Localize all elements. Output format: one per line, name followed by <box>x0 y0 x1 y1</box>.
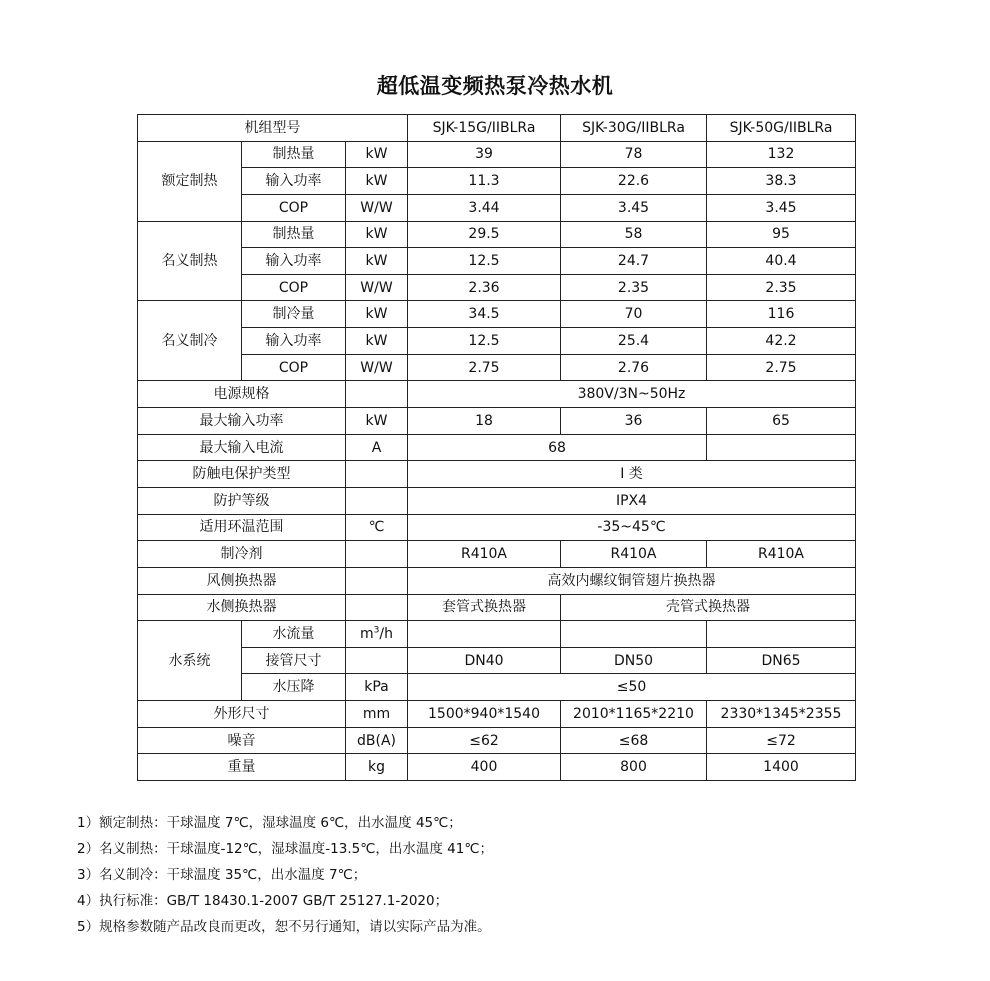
item-label: 输入功率 <box>242 168 346 195</box>
footnote: 2）名义制热：干球温度-12℃，湿球温度-13.5℃，出水温度 41℃； <box>77 841 494 857</box>
value-cell: 2.35 <box>707 274 856 301</box>
table-row-model <box>138 115 856 142</box>
item-label: COP <box>242 274 346 301</box>
group-rated-heating: 额定制热 <box>138 141 242 221</box>
value-cell: 2.75 <box>408 354 561 381</box>
value-cell <box>561 621 707 648</box>
value-cell: ≤50 <box>408 674 856 701</box>
value-cell: 42.2 <box>707 328 856 355</box>
value-cell: 套管式换热器 <box>408 594 561 621</box>
table-row <box>138 594 856 621</box>
value-cell: 132 <box>707 141 856 168</box>
value-cell: 400 <box>408 754 561 781</box>
table-row <box>138 301 856 328</box>
footnote: 3）名义制冷：干球温度 35℃，出水温度 7℃； <box>77 867 367 883</box>
value-cell: 68 <box>408 434 707 461</box>
table-row <box>138 514 856 541</box>
table-row <box>138 328 856 355</box>
table-row <box>138 221 856 248</box>
value-cell <box>408 621 561 648</box>
footnote: 5）规格参数随产品改良而更改，恕不另行通知，请以实际产品为准。 <box>77 919 491 935</box>
footnotes <box>77 810 493 940</box>
unit-cell <box>346 567 408 594</box>
row-label: 防触电保护类型 <box>138 461 346 488</box>
footnote: 1）额定制热：干球温度 7℃，湿球温度 6℃，出水温度 45℃； <box>77 815 462 831</box>
value-cell: 高效内螺纹铜管翅片换热器 <box>408 567 856 594</box>
value-cell: 2330*1345*2355 <box>707 701 856 728</box>
item-label: COP <box>242 354 346 381</box>
value-cell: 2.76 <box>561 354 707 381</box>
value-cell: 380V/3N~50Hz <box>408 381 856 408</box>
value-cell: 70 <box>561 301 707 328</box>
value-cell: ≤72 <box>707 727 856 754</box>
value-cell: 95 <box>707 221 856 248</box>
row-label: 外形尺寸 <box>138 701 346 728</box>
value-cell: 12.5 <box>408 328 561 355</box>
item-label: 接管尺寸 <box>242 647 346 674</box>
value-cell: 40.4 <box>707 248 856 275</box>
unit-tail: /h <box>379 625 393 642</box>
unit-cell <box>346 647 408 674</box>
value-cell: 壳管式换热器 <box>561 594 856 621</box>
value-cell: 2.35 <box>561 274 707 301</box>
value-cell: 3.45 <box>707 194 856 221</box>
row-label: 最大输入功率 <box>138 408 346 435</box>
value-cell: 3.44 <box>408 194 561 221</box>
value-cell: 2010*1165*2210 <box>561 701 707 728</box>
value-cell: 18 <box>408 408 561 435</box>
table-row <box>138 621 856 648</box>
value-cell: 34.5 <box>408 301 561 328</box>
value-cell: 800 <box>561 754 707 781</box>
table-row <box>138 754 856 781</box>
row-label: 电源规格 <box>138 381 346 408</box>
value-cell: 11.3 <box>408 168 561 195</box>
unit-cell: kW <box>346 248 408 275</box>
table-row <box>138 674 856 701</box>
item-label: 水流量 <box>242 621 346 648</box>
unit-superscript: 3 <box>373 625 380 636</box>
unit-cell: mm <box>346 701 408 728</box>
unit-cell: kW <box>346 408 408 435</box>
unit-cell: kW <box>346 301 408 328</box>
value-cell: 78 <box>561 141 707 168</box>
unit-cell <box>346 541 408 568</box>
table-row <box>138 194 856 221</box>
table-row <box>138 354 856 381</box>
unit-cell <box>346 461 408 488</box>
group-nominal-cooling: 名义制冷 <box>138 301 242 381</box>
model-1: SJK-15G/IIBLRa <box>408 115 561 142</box>
group-nominal-heating: 名义制热 <box>138 221 242 301</box>
value-cell: 3.45 <box>561 194 707 221</box>
value-cell: ≤68 <box>561 727 707 754</box>
table-row <box>138 141 856 168</box>
value-cell: 12.5 <box>408 248 561 275</box>
value-cell: 36 <box>561 408 707 435</box>
value-cell <box>707 434 856 461</box>
value-cell: R410A <box>707 541 856 568</box>
unit-cell: W/W <box>346 274 408 301</box>
value-cell: 25.4 <box>561 328 707 355</box>
value-cell: DN65 <box>707 647 856 674</box>
table-row <box>138 487 856 514</box>
item-label: COP <box>242 194 346 221</box>
unit-cell: kg <box>346 754 408 781</box>
value-cell: 2.36 <box>408 274 561 301</box>
value-cell: R410A <box>561 541 707 568</box>
unit-cell: kW <box>346 168 408 195</box>
value-cell: ≤62 <box>408 727 561 754</box>
table-row <box>138 408 856 435</box>
unit-cell: ℃ <box>346 514 408 541</box>
value-cell: -35~45℃ <box>408 514 856 541</box>
unit-cell: W/W <box>346 354 408 381</box>
value-cell: 65 <box>707 408 856 435</box>
unit-base: m <box>360 625 374 642</box>
item-label: 输入功率 <box>242 248 346 275</box>
value-cell: 1500*940*1540 <box>408 701 561 728</box>
table-row <box>138 541 856 568</box>
table-row <box>138 647 856 674</box>
row-label: 防护等级 <box>138 487 346 514</box>
table-row <box>138 461 856 488</box>
value-cell: DN50 <box>561 647 707 674</box>
value-cell: 58 <box>561 221 707 248</box>
item-label: 制冷量 <box>242 301 346 328</box>
table-row <box>138 274 856 301</box>
value-cell: I 类 <box>408 461 856 488</box>
value-cell: 38.3 <box>707 168 856 195</box>
model-2: SJK-30G/IIBLRa <box>561 115 707 142</box>
row-label: 重量 <box>138 754 346 781</box>
table-row <box>138 381 856 408</box>
table-row <box>138 701 856 728</box>
value-cell: DN40 <box>408 647 561 674</box>
item-label: 制热量 <box>242 141 346 168</box>
item-label: 水压降 <box>242 674 346 701</box>
unit-cell: kPa <box>346 674 408 701</box>
value-cell: R410A <box>408 541 561 568</box>
value-cell: 2.75 <box>707 354 856 381</box>
spec-table <box>137 114 856 781</box>
value-cell: 116 <box>707 301 856 328</box>
table-row <box>138 248 856 275</box>
value-cell: 39 <box>408 141 561 168</box>
value-cell: IPX4 <box>408 487 856 514</box>
unit-cell <box>346 621 408 648</box>
table-row <box>138 434 856 461</box>
row-label: 噪音 <box>138 727 346 754</box>
model-3: SJK-50G/IIBLRa <box>707 115 856 142</box>
row-label: 制冷剂 <box>138 541 346 568</box>
row-label: 水侧换热器 <box>138 594 346 621</box>
row-label: 最大输入电流 <box>138 434 346 461</box>
value-cell: 29.5 <box>408 221 561 248</box>
unit-cell: kW <box>346 328 408 355</box>
unit-cell <box>346 381 408 408</box>
footnote: 4）执行标准：GB/T 18430.1-2007 GB/T 25127.1-2020； <box>77 893 449 909</box>
row-label: 风侧换热器 <box>138 567 346 594</box>
table-row <box>138 727 856 754</box>
row-label: 适用环温范围 <box>138 514 346 541</box>
unit-cell: W/W <box>346 194 408 221</box>
value-cell: 22.6 <box>561 168 707 195</box>
value-cell <box>707 621 856 648</box>
value-cell: 24.7 <box>561 248 707 275</box>
table-row <box>138 567 856 594</box>
unit-cell: A <box>346 434 408 461</box>
unit-cell: kW <box>346 141 408 168</box>
group-water-system: 水系统 <box>138 621 242 701</box>
page-title: 超低温变频热泵冷热水机 <box>376 74 614 98</box>
item-label: 输入功率 <box>242 328 346 355</box>
value-cell: 1400 <box>707 754 856 781</box>
table-row <box>138 168 856 195</box>
unit-cell <box>346 594 408 621</box>
item-label: 制热量 <box>242 221 346 248</box>
model-header-label: 机组型号 <box>138 115 408 142</box>
unit-cell: kW <box>346 221 408 248</box>
unit-cell <box>346 487 408 514</box>
unit-cell: dB(A) <box>346 727 408 754</box>
